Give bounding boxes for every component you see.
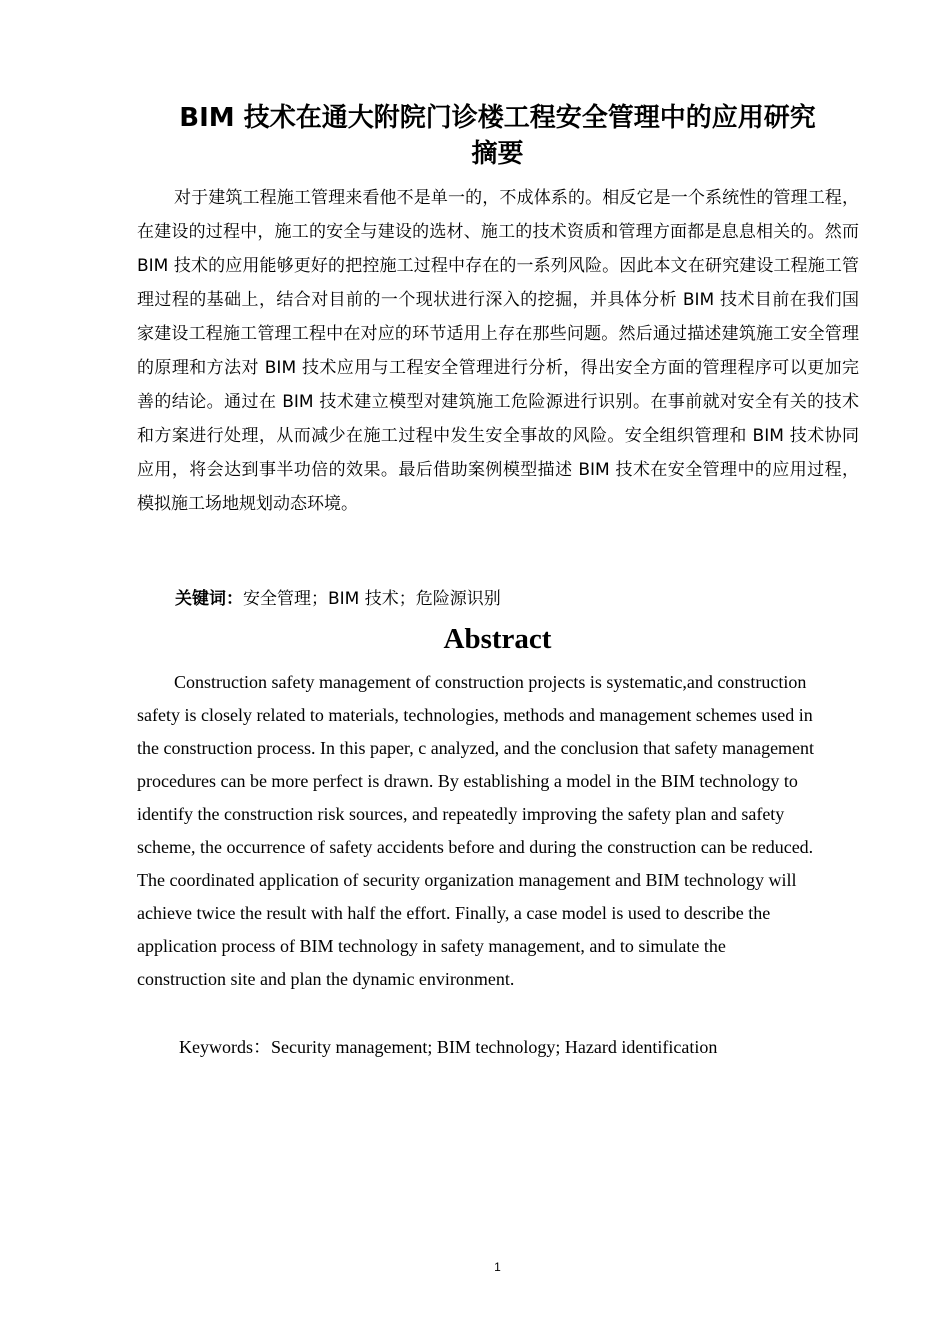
- page-title: BIM 技术在通大附院门诊楼工程安全管理中的应用研究: [179, 103, 816, 133]
- abstract-heading-cn: 摘要: [471, 139, 524, 169]
- abstract-heading-en: Abstract: [443, 623, 552, 655]
- abstract-en-line: safety is closely related to materials, technologies, methods and management schemes used in: [137, 705, 813, 725]
- abstract-en-line: the construction process. In this paper, c analyzed, and the conclusion that safety management: [137, 738, 815, 758]
- abstract-en-line: The coordinated application of security organization management and BIM technology will: [137, 870, 797, 890]
- abstract-body-en: [137, 666, 859, 996]
- abstract-en-line: scheme, the occurrence of safety accidents before and during the construction can be reduced.: [137, 837, 814, 857]
- keywords-cn-text: 安全管理；BIM 技术；危险源识别: [243, 589, 501, 609]
- abstract-en-line: Construction safety management of construction projects is systematic,and construction: [174, 672, 807, 692]
- abstract-en-line: identify the construction risk sources, and repeatedly improving the safety plan and safety: [137, 804, 785, 824]
- abstract-en-line: procedures can be more perfect is drawn. By establishing a model in the BIM technology to: [137, 771, 798, 791]
- abstract-en-line: achieve twice the result with half the effort. Finally, a case model is used to describe the: [137, 903, 771, 923]
- abstract-en-line: construction site and plan the dynamic environment.: [137, 969, 515, 989]
- abstract-en-line: application process of BIM technology in safety management, and to simulate the: [137, 936, 726, 956]
- keywords-cn-label: 关键词：: [175, 589, 243, 609]
- keywords-en: Keywords：Security management; BIM technology; Hazard identification: [179, 1037, 718, 1057]
- abstract-body-cn: 对于建筑工程施工管理来看他不是单一的，不成体系的。相反它是一个系统性的管理工程，在建设的过程中，施工的安全与建设的选材、施工的技术资质和管理方面都是息息相关的。然而 BIM 技术的应用能够更好的把控施工过程中存在的一系列风险。因此本文在研究建设工程施工管理过程的基础上，结合对目前的一个现状进行深入的挖掘，并具体分析 BIM 技术目前在我们国家建设工程施工管理工程中在对应的环节适用上存在那些问题。然后通过描述建筑施工安全管理的原理和方法对 BIM 技术应用与工程安全管理进行分析，得出安全方面的管理程序可以更加完善的结论。通过在 BIM 技术建立模型对建筑施工危险源进行识别。在事前就对安全有关的技术和方案进行处理，从而减少在施工过程中发生安全事故的风险。安全组织管理和 BIM 技术协同应用，将会达到事半功倍的效果。最后借助案例模型描述 BIM 技术在安全管理中的应用过程，模拟施工场地规划动态环境。: [137, 188, 859, 514]
- page-number: 1: [494, 1260, 501, 1274]
- keywords-cn: [175, 585, 501, 613]
